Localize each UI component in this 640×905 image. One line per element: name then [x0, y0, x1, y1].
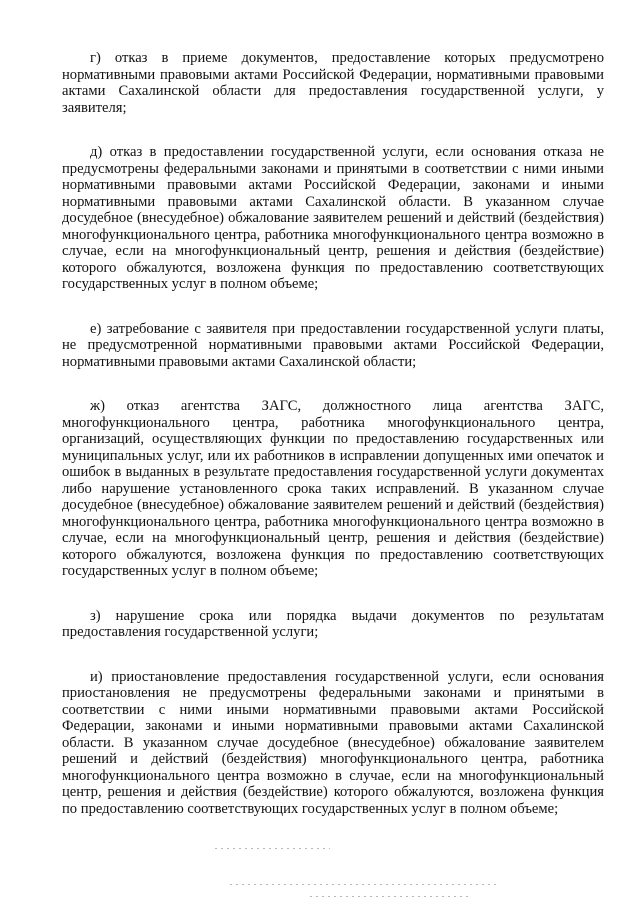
paragraph-z: з) нарушение срока или порядка выдачи документов по результатам предоставления государственной услуги; [62, 607, 604, 640]
paragraph-e: е) затребование с заявителя при предоставлении государственной услуги платы, не предусмотренной нормативными правовыми актами Российской Федерации, нормативными правовыми актами Сахалинской области; [62, 320, 604, 370]
paragraph-i: и) приостановление предоставления государственной услуги, если основания приостановления не предусмотрены федеральными законами и принятыми в соответствии с ними иными нормативными правовыми актами Российской Федерации, законами и иными нормативными правовыми актами Сахалинской области. В указанном случае досудебное (внесудебное) обжалование заявителем решений и действий (бездействия) многофункционального центра, работника многофункционального центра возможно в случае, если на многофункциональный центр, решения и действия (бездействие) которого обжалуются, возложена функция по предоставлению соответствующих государственных услуг в полном объеме; [62, 668, 604, 817]
scan-noise [310, 896, 470, 897]
scan-noise [215, 848, 330, 849]
document-page [62, 50, 604, 817]
scan-noise [230, 884, 500, 885]
paragraph-g: г) отказ в приеме документов, предоставление которых предусмотрено нормативными правовыми актами Российской Федерации, нормативными правовыми актами Сахалинской области для предоставления государственной услуги, у заявителя; [62, 50, 604, 116]
paragraph-zh: ж) отказ агентства ЗАГС, должностного лица агентства ЗАГС, многофункционального центра, работника многофункционального центра, организаций, осуществляющих функции по предоставлению государственных или муниципальных услуг, или их работников в исправлении допущенных ими опечаток и ошибок в выданных в результате предоставления государственной услуги документах либо нарушение установленного срока таких исправлений. В указанном случае досудебное (внесудебное) обжалование заявителем решений и действий (бездействия) многофункционального центра, работника многофункционального центра возможно в случае, если на многофункциональный центр, решения и действия (бездействие) которого обжалуются, возложена функция по предоставлению соответствующих государственных услуг в полном объеме; [62, 398, 604, 579]
paragraph-d: д) отказ в предоставлении государственной услуги, если основания отказа не предусмотрены федеральными законами и принятыми в соответствии с ними иными нормативными правовыми актами Российской Федерации, законами и иными нормативными правовыми актами Сахалинской области. В указанном случае досудебное (внесудебное) обжалование заявителем решений и действий (бездействия) многофункционального центра, работника многофункционального центра возможно в случае, если на многофункциональный центр, решения и действия (бездействие) которого обжалуются, возложена функция по предоставлению соответствующих государственных услуг в полном объеме; [62, 144, 604, 292]
